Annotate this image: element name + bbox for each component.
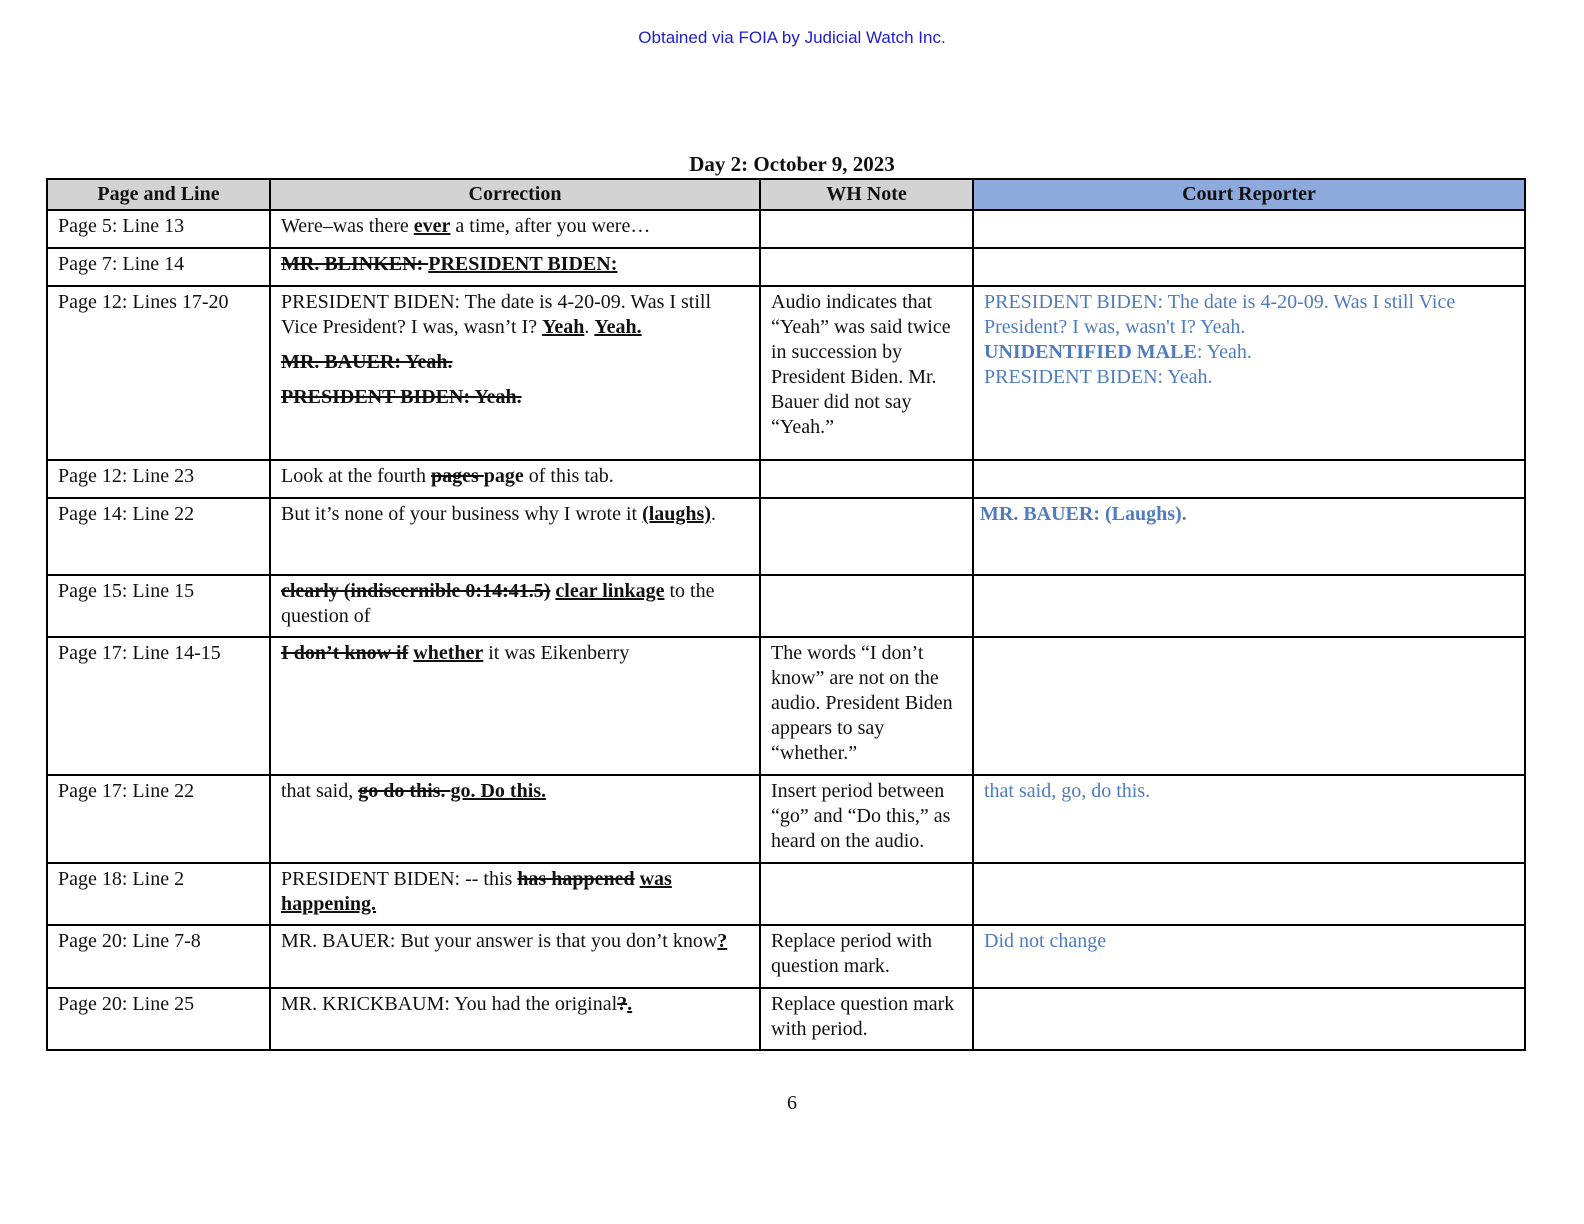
header-page-line: Page and Line: [47, 179, 270, 210]
table-row: [47, 925, 1525, 988]
correction-cell: [270, 988, 760, 1050]
court-reporter-cell: [973, 248, 1525, 286]
wh-note-cell: Insert period between “go” and “Do this,” as heard on the audio.: [760, 775, 973, 863]
correction-cell: [270, 286, 760, 460]
correction-cell: [270, 637, 760, 775]
struck-text: pages: [430, 465, 484, 487]
corrections-table: [46, 178, 1526, 1051]
correction-text: that said,: [281, 780, 359, 802]
struck-text: I don’t know if: [281, 642, 409, 664]
court-reporter-cell: [973, 863, 1525, 925]
inserted-text: ?: [717, 930, 728, 952]
inserted-text: .: [627, 993, 633, 1015]
header-court-reporter: Court Reporter: [973, 179, 1525, 210]
wh-note-cell: [760, 575, 973, 637]
struck-text: clearly (indiscernible 0:14:41.5): [281, 580, 551, 602]
court-reporter-text: MR. BAUER: (Laughs).: [980, 503, 1187, 525]
wh-note-cell: Audio indicates that “Yeah” was said twice in succession by President Biden. Mr. Bauer did not say “Yeah.”: [760, 286, 973, 460]
table-row: [47, 210, 1525, 248]
page-line-cell: Page 14: Line 22: [47, 498, 270, 575]
struck-text: MR. BLINKEN:: [281, 253, 429, 275]
struck-text: MR. BAUER: Yeah.: [281, 351, 453, 373]
correction-text: MR. KRICKBAUM: You had the original: [281, 993, 618, 1015]
correction-cell: [270, 248, 760, 286]
inserted-text: page: [483, 465, 524, 487]
table-row: [47, 988, 1525, 1050]
court-reporter-cell: Did not change: [973, 925, 1525, 988]
wh-note-cell: [760, 248, 973, 286]
wh-note-cell: The words “I don’t know” are not on the audio. President Biden appears to say “whether.”: [760, 637, 973, 775]
inserted-text: ever: [413, 215, 451, 237]
correction-cell: [270, 775, 760, 863]
correction-cell: [270, 210, 760, 248]
correction-text: Were–was there: [281, 215, 414, 237]
correction-text: of this tab.: [523, 465, 614, 487]
court-reporter-text: PRESIDENT BIDEN: Yeah.: [984, 366, 1213, 388]
court-reporter-cell: [973, 210, 1525, 248]
court-reporter-cell: [973, 498, 1525, 575]
speaker-label: UNIDENTIFIED MALE: [984, 341, 1197, 363]
inserted-text: go. Do this.: [450, 780, 547, 802]
page-line-cell: Page 20: Line 25: [47, 988, 270, 1050]
correction-text: .: [584, 316, 595, 338]
correction-cell: [270, 498, 760, 575]
correction-text: it was Eikenberry: [483, 642, 630, 664]
struck-text: PRESIDENT BIDEN: Yeah.: [281, 386, 522, 408]
court-reporter-text: PRESIDENT BIDEN: The date is 4-20-09. Was I still Vice President? I was, wasn't I? Yeah.: [984, 291, 1456, 338]
page-line-cell: Page 17: Line 22: [47, 775, 270, 863]
correction-text: PRESIDENT BIDEN: -- this: [281, 868, 518, 890]
inserted-text: was happening.: [281, 868, 672, 915]
inserted-text: (laughs): [642, 503, 711, 525]
table-row: [47, 248, 1525, 286]
court-reporter-text: : Yeah.: [1196, 341, 1252, 363]
page-line-cell: Page 5: Line 13: [47, 210, 270, 248]
table-row: [47, 460, 1525, 498]
page-line-cell: Page 12: Line 23: [47, 460, 270, 498]
wh-note-cell: [760, 210, 973, 248]
table-row: [47, 863, 1525, 925]
foia-watermark: Obtained via FOIA by Judicial Watch Inc.: [638, 28, 946, 47]
page-line-cell: Page 20: Line 7-8: [47, 925, 270, 988]
day-title: Day 2: October 9, 2023: [689, 152, 895, 176]
table-row: [47, 637, 1525, 775]
inserted-text: whether: [413, 642, 484, 664]
court-reporter-cell: [973, 286, 1525, 460]
page-line-cell: Page 17: Line 14-15: [47, 637, 270, 775]
table-row: [47, 498, 1525, 575]
court-reporter-cell: [973, 988, 1525, 1050]
page-line-cell: Page 18: Line 2: [47, 863, 270, 925]
wh-note-cell: Replace question mark with period.: [760, 988, 973, 1050]
correction-text: .: [711, 503, 716, 525]
table-row: [47, 286, 1525, 460]
page-line-cell: Page 7: Line 14: [47, 248, 270, 286]
header-correction: Correction: [270, 179, 760, 210]
correction-text: But it’s none of your business why I wrote it: [281, 503, 643, 525]
page-line-cell: Page 12: Lines 17-20: [47, 286, 270, 460]
table-header-row: [47, 179, 1525, 210]
struck-text: ?: [617, 993, 628, 1015]
correction-text: PRESIDENT BIDEN: The date is 4-20-09. Was I still Vice President? I was, wasn’t I?: [281, 291, 712, 338]
correction-cell: [270, 575, 760, 637]
struck-text: has happened: [517, 868, 635, 890]
court-reporter-cell: [973, 575, 1525, 637]
correction-text: Look at the fourth: [281, 465, 431, 487]
correction-text: MR. BAUER: But your answer is that you don’t know: [281, 930, 718, 952]
correction-text: to the question of: [281, 580, 715, 627]
inserted-text: PRESIDENT BIDEN:: [428, 253, 618, 275]
page-line-cell: Page 15: Line 15: [47, 575, 270, 637]
table-row: [47, 575, 1525, 637]
court-reporter-cell: that said, go, do this.: [973, 775, 1525, 863]
correction-cell: [270, 460, 760, 498]
inserted-text: Yeah: [542, 316, 585, 338]
court-reporter-cell: [973, 460, 1525, 498]
page-number: 6: [787, 1092, 797, 1114]
court-reporter-cell: [973, 637, 1525, 775]
correction-text: a time, after you were…: [450, 215, 651, 237]
wh-note-cell: [760, 460, 973, 498]
correction-cell: [270, 925, 760, 988]
wh-note-cell: [760, 863, 973, 925]
table-row: [47, 775, 1525, 863]
inserted-text: clear linkage: [555, 580, 665, 602]
correction-cell: [270, 863, 760, 925]
header-wh-note: WH Note: [760, 179, 973, 210]
inserted-text: Yeah.: [594, 316, 642, 338]
struck-text: go do this.: [358, 780, 451, 802]
wh-note-cell: [760, 498, 973, 575]
wh-note-cell: Replace period with question mark.: [760, 925, 973, 988]
